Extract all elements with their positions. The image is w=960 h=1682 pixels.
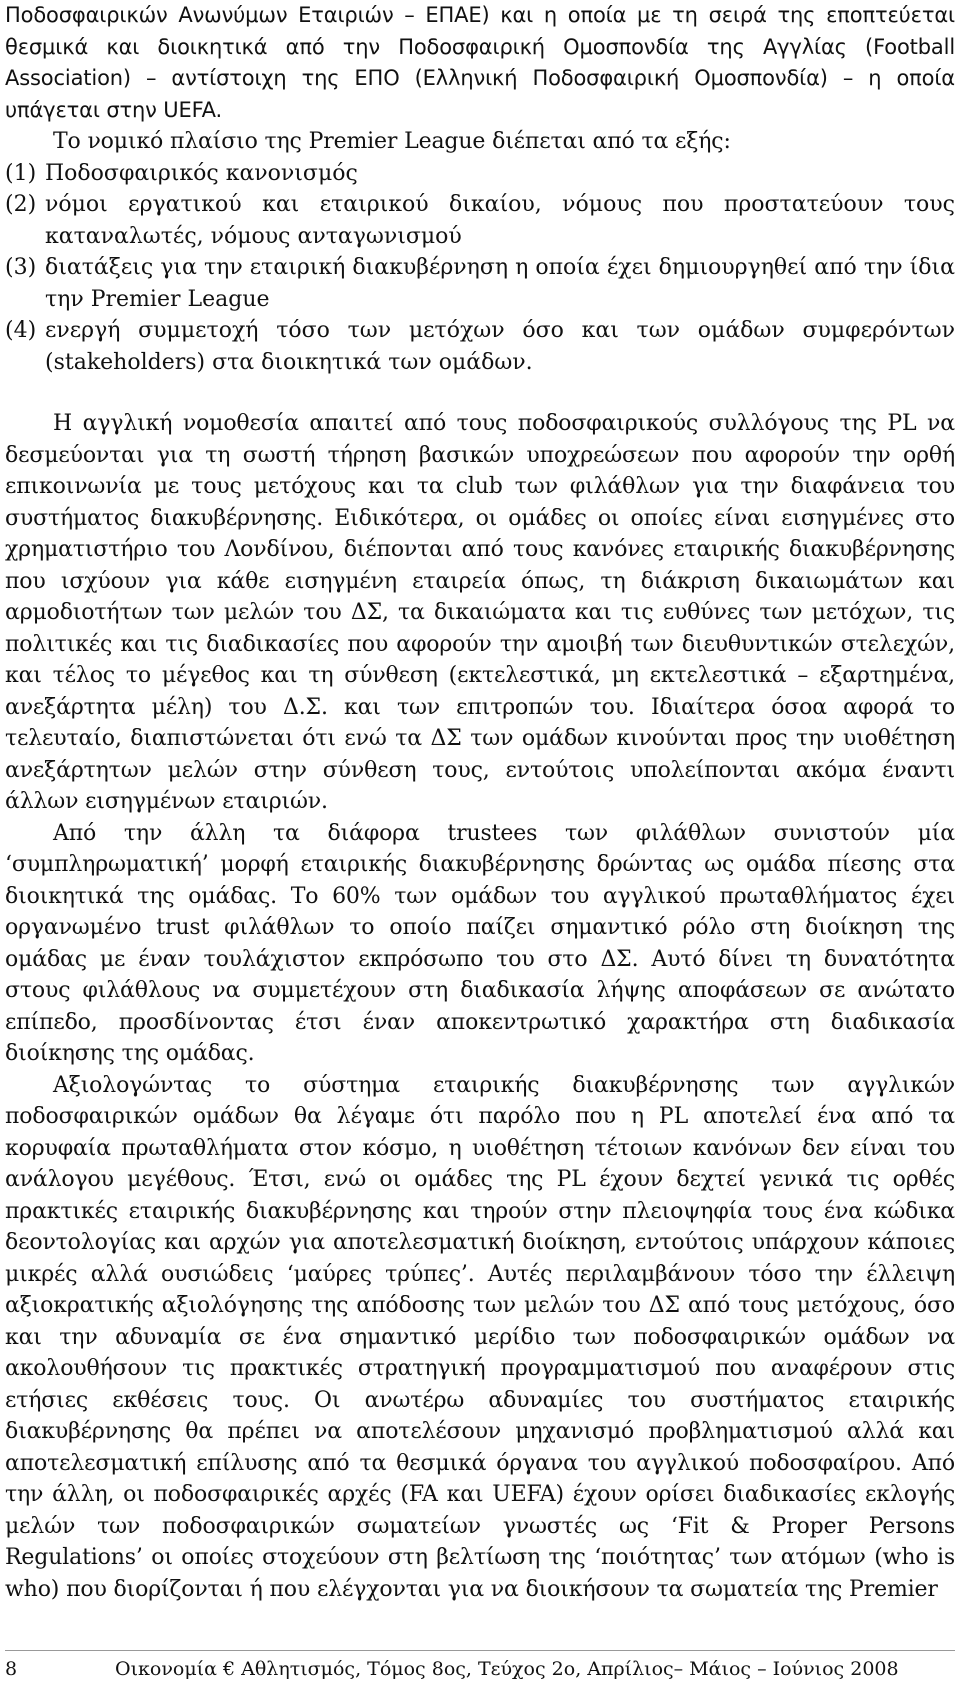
legal-framework-intro: Το νομικό πλαίσιο της Premier League διέπεται από τα εξής: bbox=[53, 129, 731, 154]
list-item-number: (1) bbox=[5, 160, 37, 186]
page-number: 8 bbox=[5, 1658, 18, 1680]
paragraph-spacer bbox=[5, 378, 955, 408]
list-item-text: νόμοι εργατικού και εταιρικού δικαίου, νόμους που προστατεύουν τους καταναλωτές, νόμους ανταγωνισμού bbox=[45, 192, 955, 249]
list-item-text: ενεργή συμμετοχή τόσο των μετόχων όσο και των ομάδων συμφερόντων (stakeholders) στα διοικητικά των ομάδων. bbox=[45, 318, 955, 375]
document-page bbox=[5, 0, 955, 1605]
list-item-number: (3) bbox=[5, 255, 37, 280]
intro-paragraph: Ποδοσφαιρικών Ανωνύμων Εταιριών – ΕΠΑΕ) και η οποία με τη σειρά της εποπτεύεται θεσμικά και διοικητικά από την Ποδοσφαιρική Ομοσπονδία της Αγγλίας (Football Association) – αντίστοιχη της ΕΠΟ (Ελληνική Ποδοσφαιρική Ομοσπονδία) – η οποία υπάγεται στην UEFA. bbox=[5, 3, 955, 122]
list-item-number: (2) bbox=[5, 192, 37, 217]
list-item bbox=[5, 315, 955, 378]
list-item bbox=[5, 158, 955, 190]
list-item bbox=[5, 189, 955, 252]
legal-framework-list bbox=[5, 158, 955, 379]
list-item-number: (4) bbox=[5, 318, 37, 343]
page-footer bbox=[5, 1650, 955, 1680]
paragraph-evaluation: Αξιολογώντας το σύστημα εταιρικής διακυβέρνησης των αγγλικών ποδοσφαιρικών ομάδων θα λέγαμε ότι παρόλο που η PL αποτελεί ένα από τα κορυφαία πρωταθλήματα στον κόσμο, η υιοθέτηση τέτοιων κανόνων δεν είναι του ανάλογου μεγέθους. Έτσι, ενώ οι ομάδες της PL έχουν δεχτεί γενικά τις ορθές πρακτικές εταιρικής διακυβέρνησης και τηρούν στην πλειοψηφία τους ένα κώδικα δεοντολογίας και αρχών για αποτελεσματική διοίκηση, εντούτοις υπάρχουν κάποιες μικρές αλλά ουσιώδεις ‘μαύρες τρύπες’. Αυτές περιλαμβάνουν τόσο την έλλειψη αξιοκρατικής αξιολόγησης της απόδοσης των μελών του ΔΣ από τους μετόχους, όσο και την αδυναμία σε ένα σημαντικό μερίδιο των ποδοσφαιρικών ομάδων να ακολουθήσουν τις πρακτικές στρατηγική προγραμματισμού που αναφέρουν στις ετήσιες εκθέσεις τους. Οι ανωτέρω αδυναμίες του συστήματος εταιρικής διακυβέρνησης θα πρέπει να αποτελέσουν μηχανισμό προβληματισμού αλλά και αποτελεσματική επίλυσης από τα θεσμικά όργανα του αγγλικού ποδοσφαίρου. Από την άλλη, οι ποδοσφαιρικές αρχές (FA και UEFA) έχουν ορίσει διαδικασίες εκλογής μελών των ποδοσφαιρικών σωματείων γνωστές ως ‘Fit & Proper Persons Regulations’ οι οποίες στοχεύουν στη βελτίωση της ‘ποιότητας’ των ατόμων (who is who) που διορίζονται ή που ελέγχονται για να διοικήσουν τα σωματεία της Premier bbox=[5, 1072, 955, 1602]
list-item-text: Ποδοσφαιρικός κανονισμός bbox=[45, 160, 358, 186]
paragraph-trustees: Από την άλλη τα διάφορα trustees των φιλάθλων συνιστούν μία ‘συμπληρωματική’ μορφή εταιρικής διακυβέρνησης δρώντας ως ομάδα πίεσης στα διοικητικά της ομάδας. Το 60% των ομάδων του αγγλικού πρωταθλήματος έχει οργανωμένο trust φιλάθλων το οποίο παίζει σημαντικό ρόλο στη διοίκηση της ομάδας με έναν τουλάχιστον εκπρόσωπο του στο ΔΣ. Αυτό δίνει τη δυνατότητα στους φιλάθλους να συμμετέχουν στη διαδικασία λήψης αποφάσεων σε ανώτατο επίπεδο, προσδίνοντας έτσι έναν αποκεντρωτικό χαρακτήρα στη διαδικασία διοίκησης της ομάδας. bbox=[5, 820, 955, 1066]
paragraph-legislation: Η αγγλική νομοθεσία απαιτεί από τους ποδοσφαιρικούς συλλόγους της PL να δεσμεύονται για τη σωστή τήρηση βασικών υποχρεώσεων που αφορούν την ορθή επικοινωνία με τους μετόχους και τα club των φιλάθλων για την διαφάνεια του συστήματος διακυβέρνησης. Ειδικότερα, οι ομάδες οι οποίες είναι εισηγμένες στο χρηματιστήριο του Λονδίνου, διέπονται από τους κανόνες εταιρικής διακυβέρνησης που ισχύουν για κάθε εισηγμένη εταιρεία όπως, τη διάκριση δικαιωμάτων και αρμοδιοτήτων των μελών του ΔΣ, τα δικαιώματα και τις ευθύνες των μετόχων, τις πολιτικές και τις διαδικασίες που αφορούν την αμοιβή των διευθυντικών στελεχών, και τέλος το μέγεθος και τη σύνθεση (εκτελεστικά, μη εκτελεστικά – εξαρτημένα, ανεξάρτητα μέλη) του Δ.Σ. και των επιτροπών του. Ιδιαίτερα όσοα αφορά το τελευταίο, διαπιστώνεται ότι ενώ τα ΔΣ των ομάδων κινούνται προς την υιοθέτηση ανεξάρτητων μελών στην σύνθεση τους, εντούτοις υπολείπονται ακόμα έναντι άλλων εισηγμένων εταιριών. bbox=[5, 411, 955, 814]
list-item-text: διατάξεις για την εταιρική διακυβέρνηση η οποία έχει δημιουργηθεί από την ίδια την Premier League bbox=[45, 255, 955, 312]
journal-citation: Οικονομία € Αθλητισμός, Τόμος 8ος, Τεύχος 2ο, Απρίλιος– Μάιος – Ιούνιος 2008 bbox=[115, 1658, 899, 1680]
list-item bbox=[5, 252, 955, 315]
